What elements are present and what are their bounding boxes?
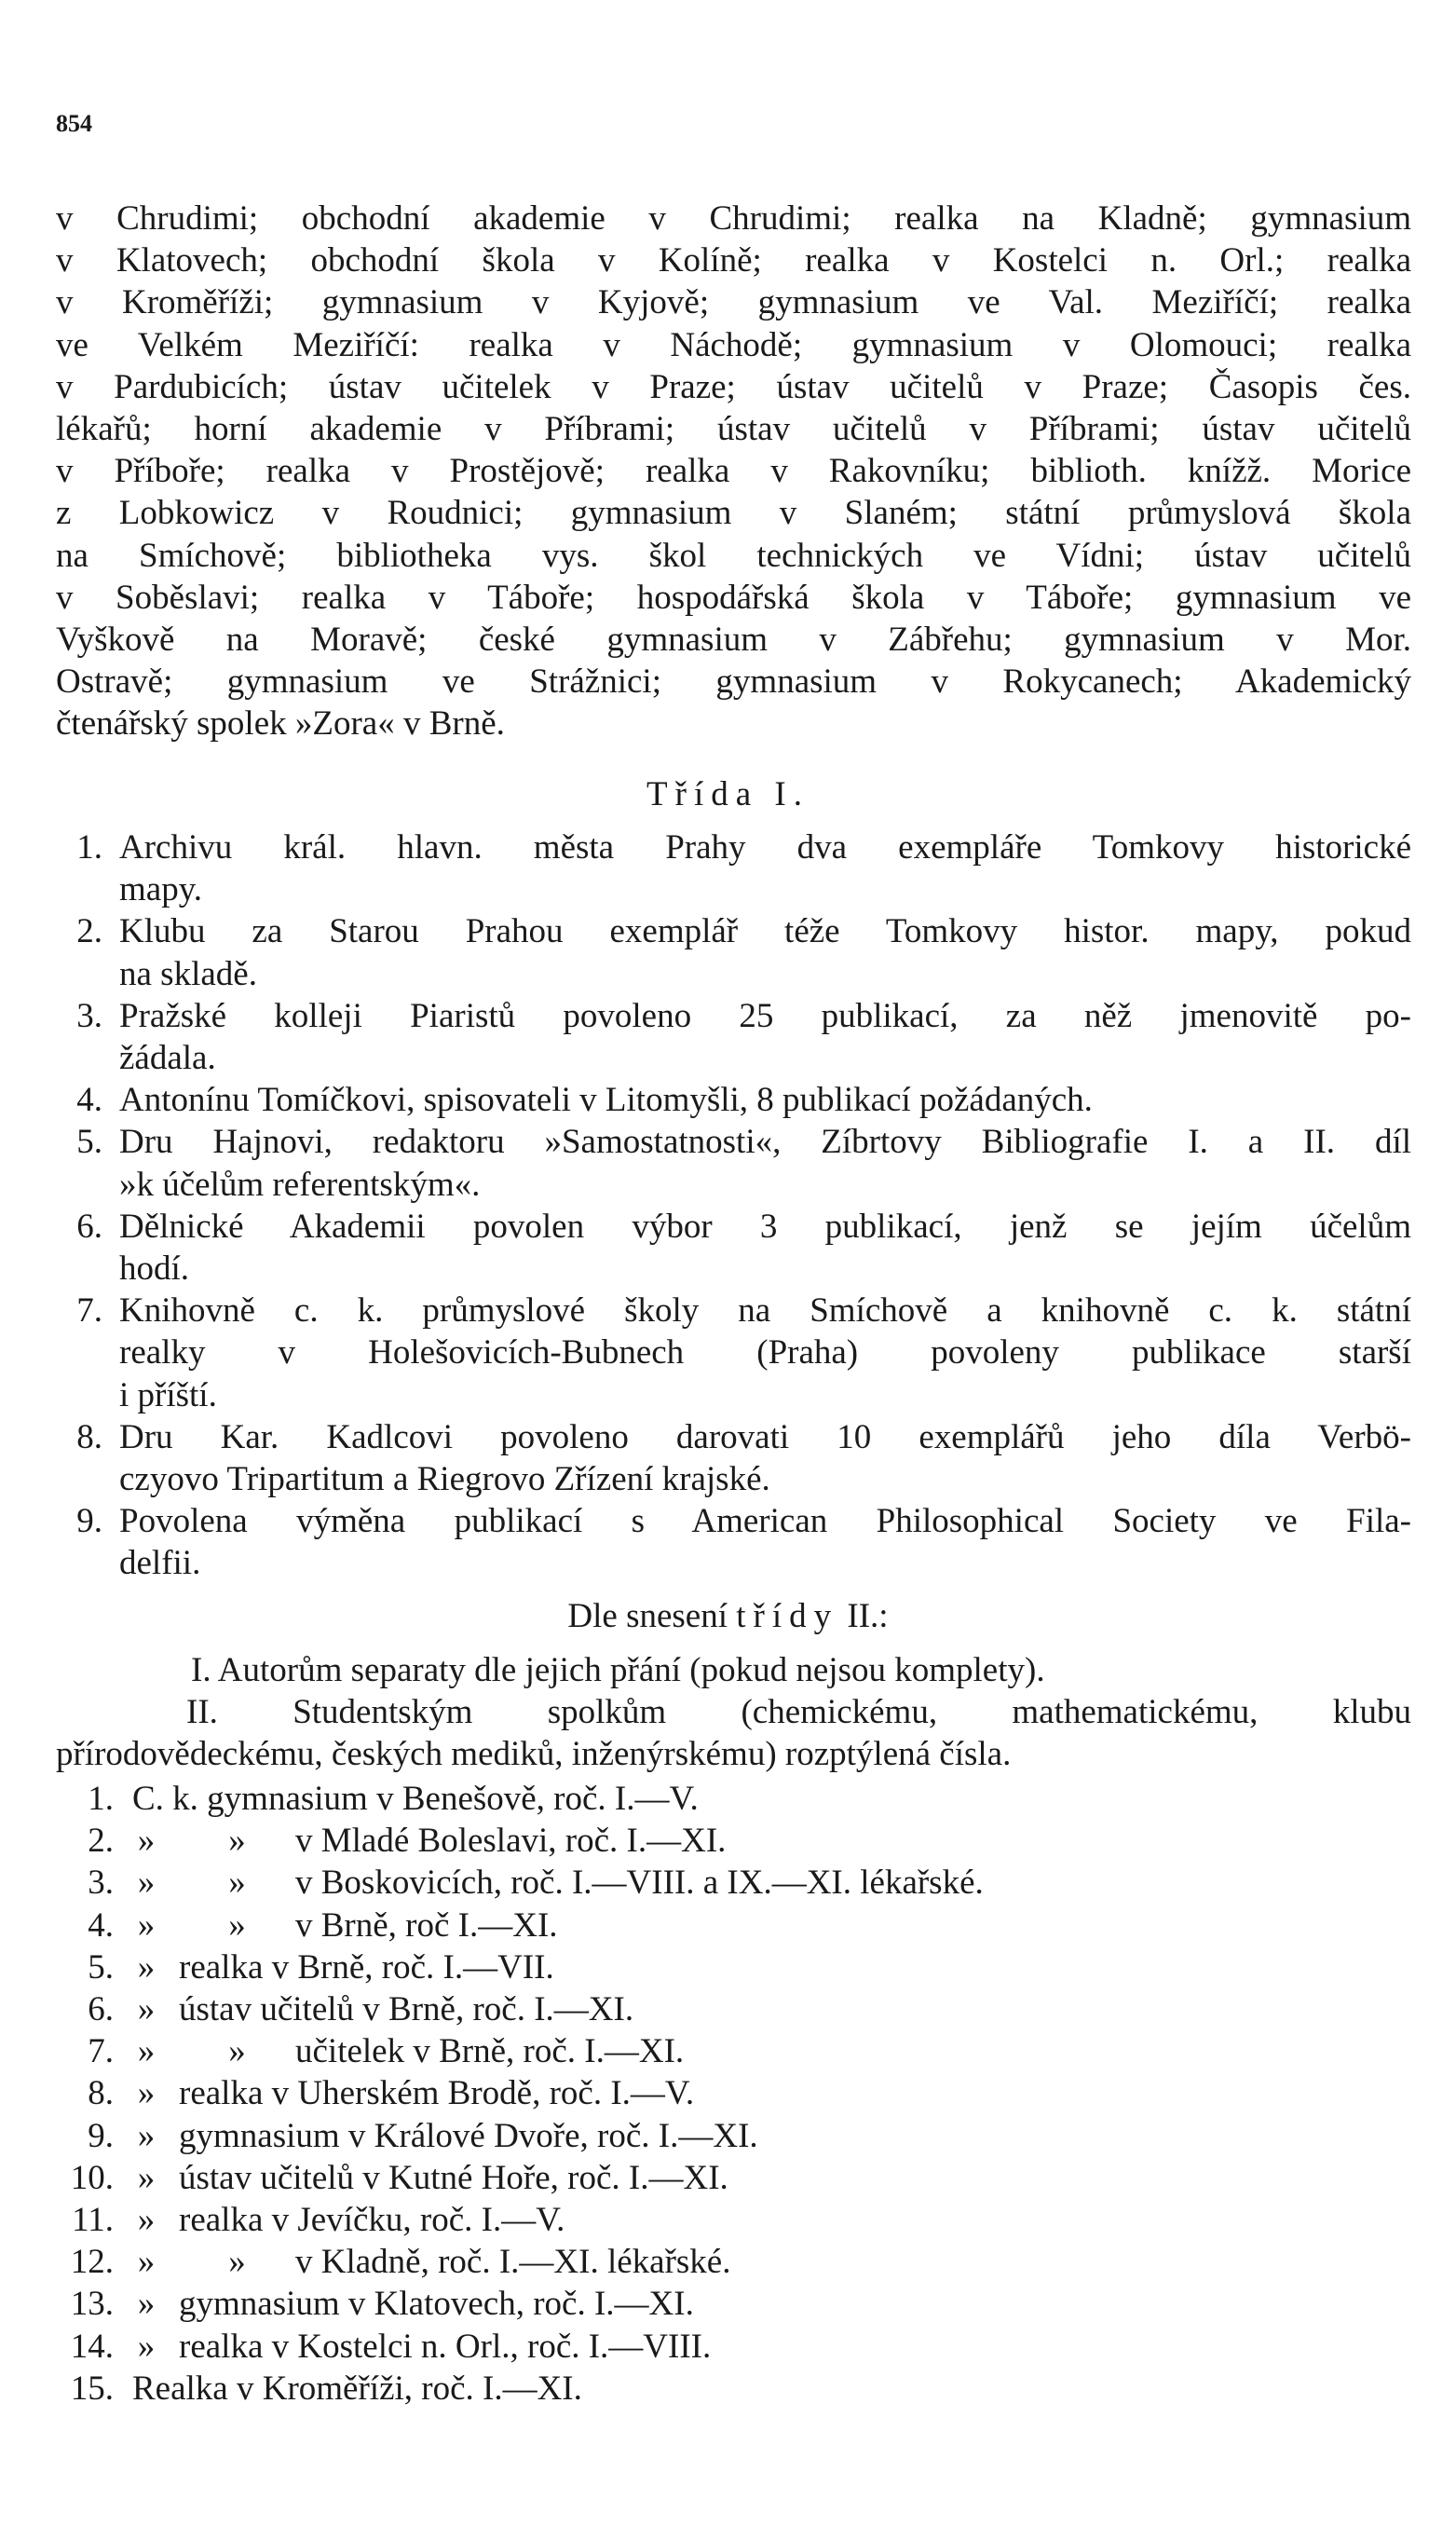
item-line: Antonínu Tomíčkovi, spisovateli v Litomyšli, 8 publikací požádaných. [119,1081,1093,1120]
item-line: realky v Holešovicích-Bubnech (Praha) povoleny publikace starší [119,1333,1411,1372]
item-number: 9. [76,1502,102,1541]
intro-line: z Lobkowicz v Roudnici; gymnasium v Slaném; státní průmyslová škola [56,494,1411,533]
heading-class-2 [0,1595,1456,1637]
item-line: delfii. [119,1544,201,1583]
ditto-mark: » [228,1864,246,1903]
school-row [56,1988,1411,2030]
item-number: 8. [76,1417,102,1456]
school-text: v Boskovicích, roč. I.—VIII. a IX.—XI. lékařské. [295,1864,984,1903]
item-line: hodí. [119,1250,190,1289]
class-1-item [56,910,1411,994]
ditto-mark: » [137,1990,156,2029]
ditto-mark: » [137,1822,156,1861]
school-text: v Mladé Boleslavi, roč. I.—XI. [295,1822,727,1861]
page-number: 854 [56,110,92,137]
ditto-mark: » [137,2116,156,2155]
item-line: Povolena výměna publikací s American Philosophical Society ve Fila- [119,1502,1411,1541]
school-text: gymnasium v Králové Dvoře, roč. I.—XI. [179,2116,758,2155]
heading-class-1 [0,773,1456,815]
school-row [56,2115,1411,2157]
ditto-mark: » [228,2243,246,2282]
school-number: 15. [70,2369,114,2408]
school-text: C. k. gymnasium v Benešově, roč. I.—V. [132,1780,699,1818]
item-text [119,1206,1411,1290]
item-text [119,1500,1411,1584]
item-line: Dru Hajnovi, redaktoru »Samostatnosti«, Zíbrtovy Bibliografie I. a II. díl [119,1123,1411,1162]
roman-item-2-line-2: přírodovědeckému, českých mediků, inženýrskému) rozptýlená čísla. [56,1735,1012,1774]
ditto-mark: » [228,1905,246,1945]
item-line: Klubu za Starou Prahou exemplář téže Tomkovy histor. mapy, pokud [119,912,1411,951]
class-1-list [56,826,1411,1585]
item-line: czyovo Tripartitum a Riegrovo Zřízení krajské. [119,1460,770,1499]
school-text: ústav učitelů v Brně, roč. I.—XI. [179,1990,634,2029]
school-row [56,1905,1411,1946]
intro-line: v Příboře; realka v Prostějově; realka v Rakovníku; biblioth. knížž. Morice [56,452,1411,491]
intro-line: na Smíchově; bibliotheka vys. škol technických ve Vídni; ústav učitelů [56,536,1411,575]
intro-paragraph [56,198,1411,745]
item-number: 2. [76,912,102,951]
class-1-item [56,995,1411,1079]
item-line: i příští. [119,1375,217,1414]
class-1-item [56,1079,1411,1121]
heading-class-2-spaced: třídy [736,1597,839,1635]
school-row [56,2157,1411,2199]
ditto-mark: » [137,2074,156,2113]
school-row [56,2030,1411,2072]
item-number: 4. [76,1081,102,1120]
intro-line: Vyškově na Moravě; české gymnasium v Zábřehu; gymnasium v Mor. [56,621,1411,660]
ditto-mark: » [137,2285,156,2324]
school-number: 7. [88,2032,114,2071]
school-row [56,1946,1411,1988]
school-text: v Brně, roč I.—XI. [295,1905,558,1945]
item-line: Dělnické Akademii povolen výbor 3 publikací, jenž se jejím účelům [119,1207,1411,1246]
intro-line: v Chrudimi; obchodní akademie v Chrudimi; realka na Kladně; gymnasium [56,199,1411,238]
item-line: Knihovně c. k. průmyslové školy na Smíchově a knihovně c. k. státní [119,1291,1411,1331]
intro-line: v Kroměříži; gymnasium v Kyjově; gymnasium ve Val. Meziříčí; realka [56,283,1411,322]
school-row [56,2072,1411,2114]
ditto-mark: » [137,1864,156,1903]
school-list [56,1778,1411,2410]
intro-line: ve Velkém Meziříčí: realka v Náchodě; gymnasium v Olomouci; realka [56,325,1411,364]
item-line: mapy. [119,870,203,909]
school-text: realka v Brně, roč. I.—VII. [179,1947,554,1987]
school-number: 1. [88,1780,114,1818]
intro-line: v Soběslavi; realka v Táboře; hospodářská škola v Táboře; gymnasium ve [56,578,1411,617]
school-text: v Kladně, roč. I.—XI. lékařské. [295,2243,731,2282]
ditto-mark: » [228,1822,246,1861]
item-text [119,1121,1411,1205]
intro-line: čtenářský spolek »Zora« v Brně. [56,704,505,744]
item-text [119,1290,1411,1416]
school-text: učitelek v Brně, roč. I.—XI. [295,2032,685,2071]
item-line: »k účelům referentským«. [119,1165,481,1204]
school-number: 13. [70,2285,114,2324]
item-number: 7. [76,1291,102,1331]
item-line: žádala. [119,1039,216,1078]
school-number: 3. [88,1864,114,1903]
school-number: 12. [70,2243,114,2282]
class-1-item [56,1290,1411,1416]
ditto-mark: » [137,2243,156,2282]
school-text: realka v Jevíčku, roč. I.—V. [179,2201,565,2240]
school-row [56,2326,1411,2368]
school-number: 14. [70,2327,114,2366]
school-text: gymnasium v Klatovech, roč. I.—XI. [179,2285,694,2324]
heading-class-2-suffix: II.: [838,1597,889,1635]
class-1-item [56,1500,1411,1584]
intro-line: v Pardubicích; ústav učitelek v Praze; ústav učitelů v Praze; Časopis čes. [56,367,1411,406]
item-text [119,910,1411,994]
school-number: 10. [70,2158,114,2197]
school-row [56,2283,1411,2325]
heading-class-2-prefix: Dle snesení [567,1597,737,1635]
item-number: 5. [76,1123,102,1162]
school-number: 2. [88,1822,114,1861]
item-number: 3. [76,996,102,1035]
school-text: realka v Uherském Brodě, roč. I.—V. [179,2074,695,2113]
school-number: 9. [88,2116,114,2155]
intro-line: v Klatovech; obchodní škola v Kolíně; realka v Kostelci n. Orl.; realka [56,241,1411,280]
item-text [119,995,1411,1079]
ditto-mark: » [137,1947,156,1987]
ditto-mark: » [228,2032,246,2071]
class-1-item [56,1121,1411,1205]
school-row [56,2241,1411,2283]
ditto-mark: » [137,2327,156,2366]
school-text: ústav učitelů v Kutné Hoře, roč. I.—XI. [179,2158,728,2197]
school-text: Realka v Kroměříži, roč. I.—XI. [132,2369,582,2408]
roman-item-1: I. Autorům separaty dle jejich přání (pokud nejsou komplety). [191,1651,1045,1689]
item-number: 6. [76,1207,102,1246]
school-row [56,1820,1411,1862]
item-text [119,1416,1411,1500]
school-number: 8. [88,2074,114,2113]
school-row [56,2199,1411,2241]
class-1-item [56,826,1411,910]
heading-class-1-text: Třída I. [646,775,810,813]
ditto-mark: » [137,2158,156,2197]
item-line: Dru Kar. Kadlcovi povoleno darovati 10 exemplářů jeho díla Verbö- [119,1417,1411,1456]
ditto-mark: » [137,2032,156,2071]
school-number: 11. [72,2201,114,2240]
school-number: 5. [88,1947,114,1987]
item-number: 1. [76,828,102,867]
intro-line: Ostravě; gymnasium ve Strážnici; gymnasium v Rokycanech; Akademický [56,662,1411,702]
item-text [119,826,1411,910]
item-line: Pražské kolleji Piaristů povoleno 25 publikací, za něž jmenovitě po- [119,996,1411,1035]
roman-item-2-line-1: II. Studentským spolkům (chemickému, mathematickému, klubu [186,1693,1411,1732]
ditto-mark: » [137,2201,156,2240]
school-text: realka v Kostelci n. Orl., roč. I.—VIII. [179,2327,712,2366]
item-line: Archivu král. hlavn. města Prahy dva exempláře Tomkovy historické [119,828,1411,867]
school-row [56,2368,1411,2410]
item-line: na skladě. [119,954,257,993]
class-1-item [56,1206,1411,1290]
ditto-mark: » [137,1905,156,1945]
school-number: 6. [88,1990,114,2029]
school-number: 4. [88,1905,114,1945]
item-text [119,1079,1411,1121]
roman-list [56,1649,1411,1776]
intro-line: lékařů; horní akademie v Příbrami; ústav učitelů v Příbrami; ústav učitelů [56,410,1411,449]
school-row [56,1862,1411,1904]
class-1-item [56,1416,1411,1500]
school-row [56,1778,1411,1820]
